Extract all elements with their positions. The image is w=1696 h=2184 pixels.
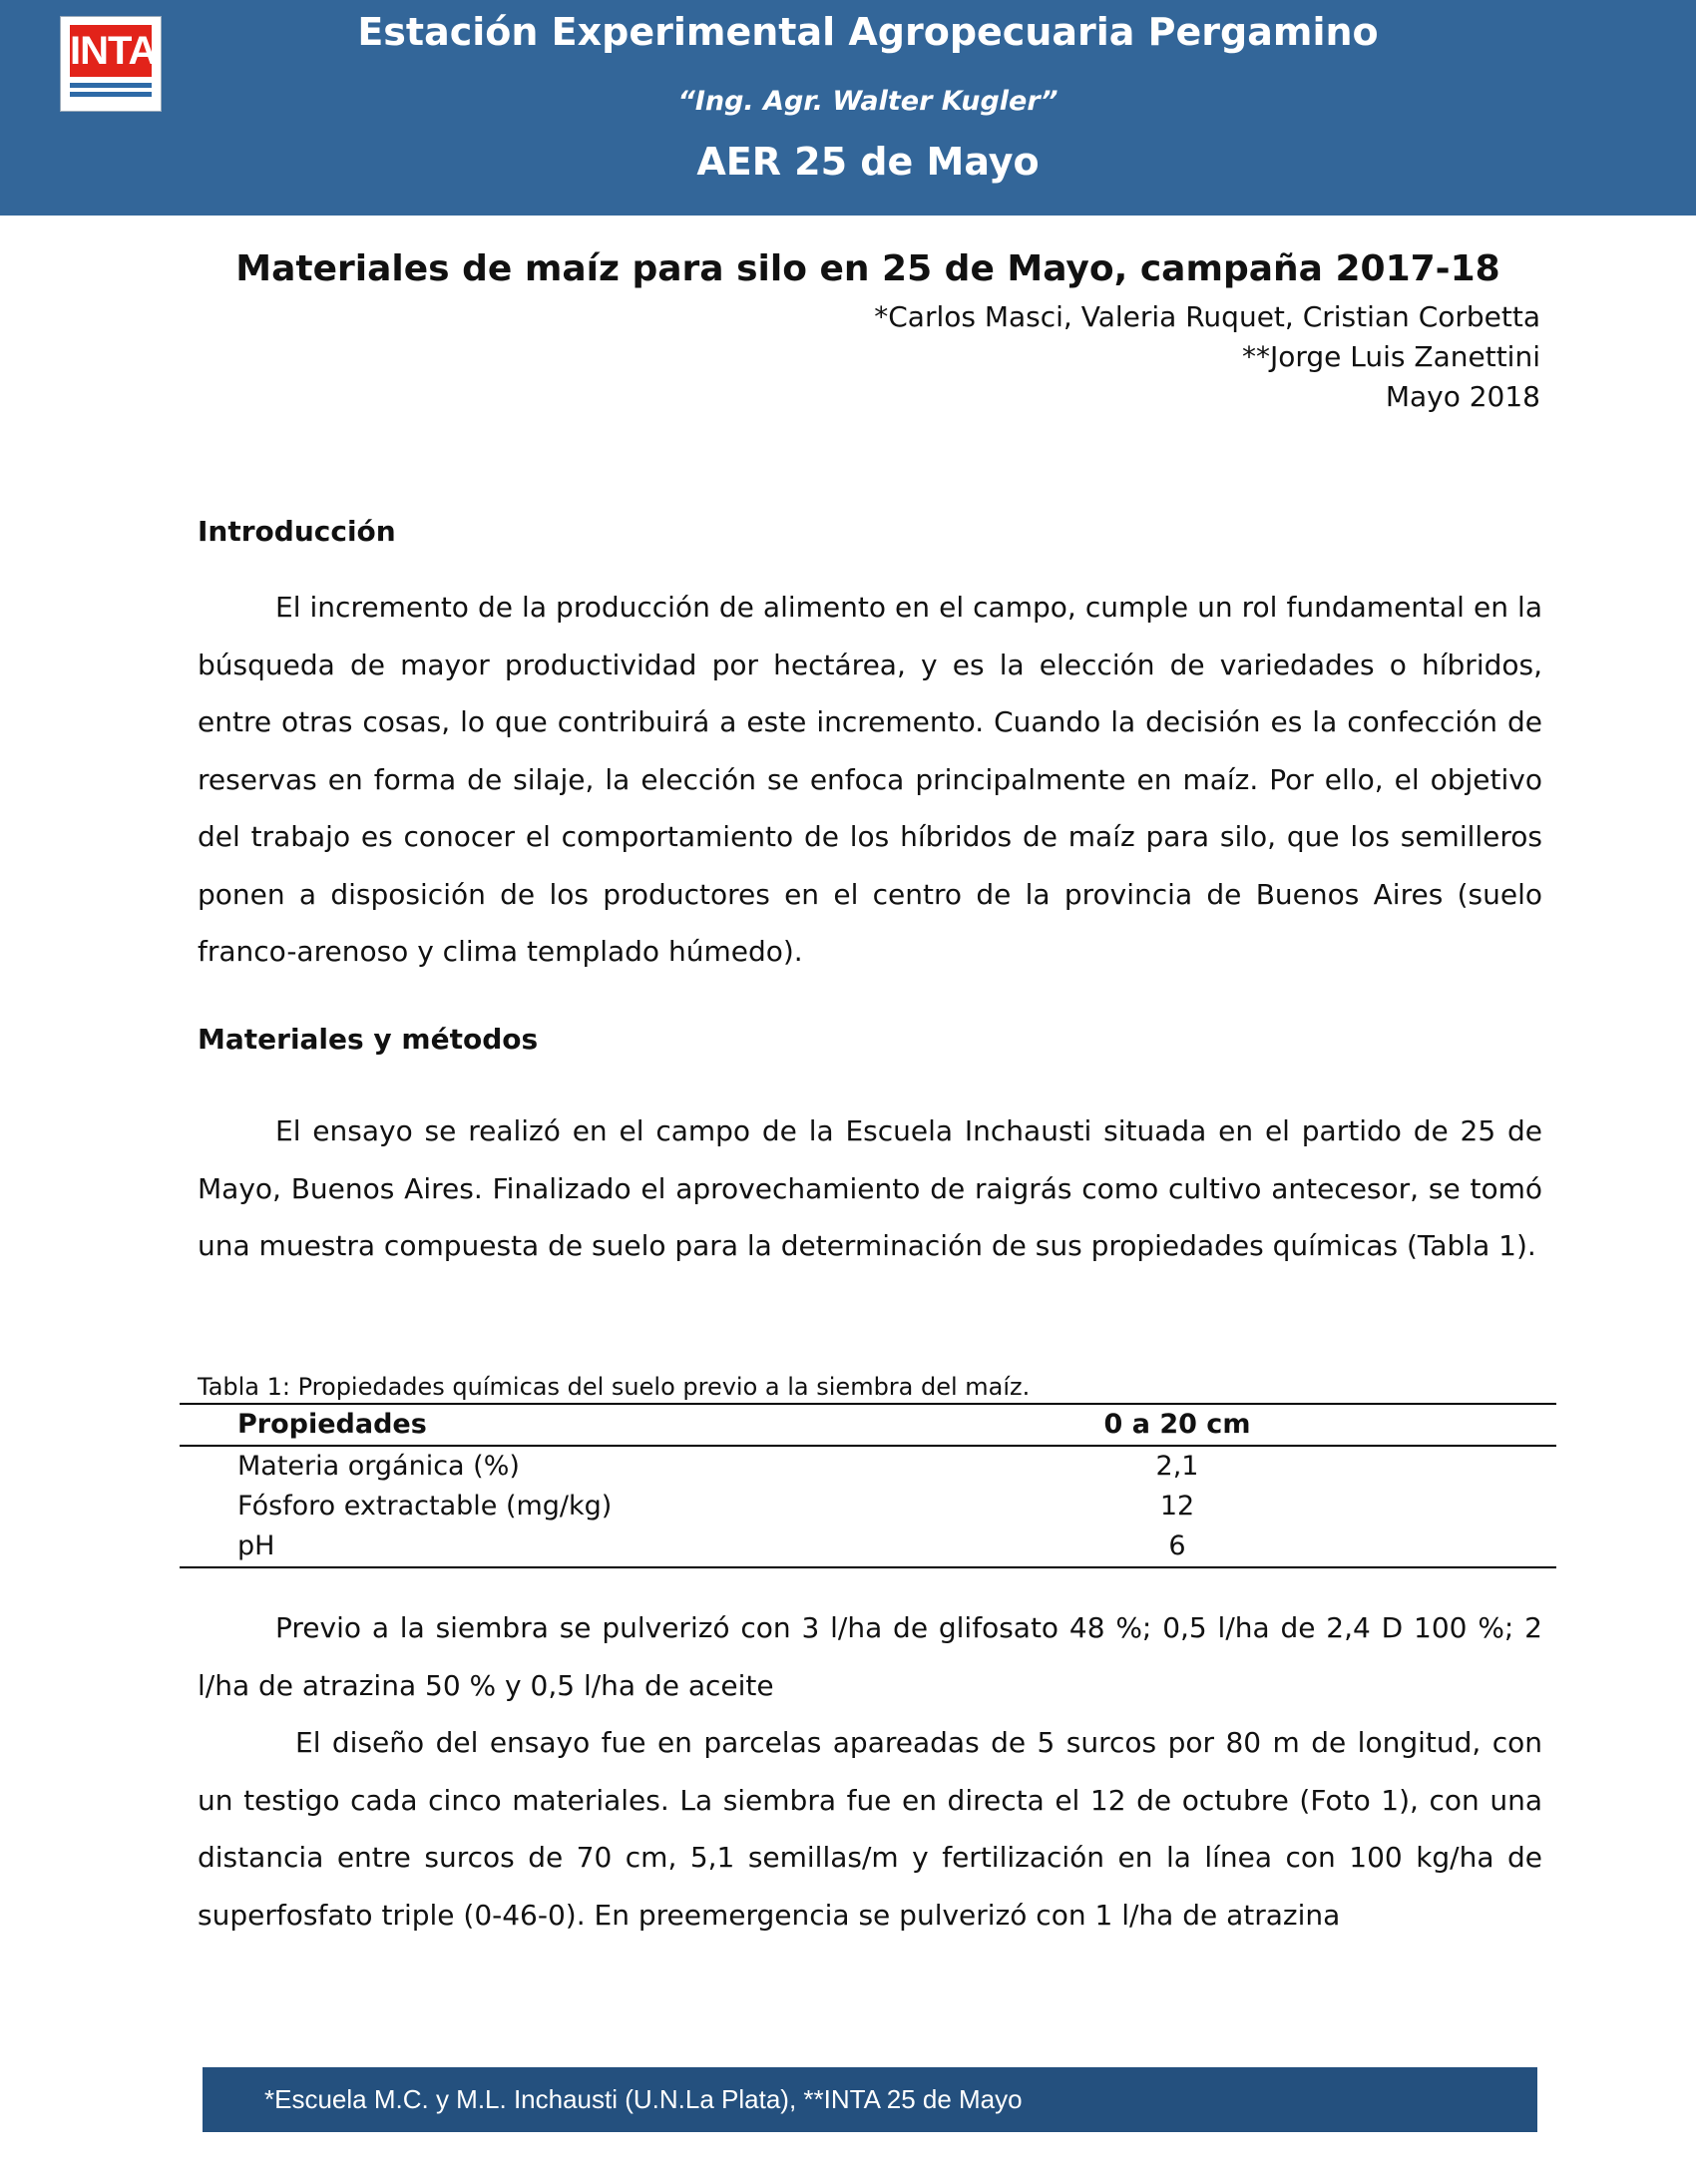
table-cell: 2,1 <box>1155 1451 1199 1482</box>
authors-block <box>874 297 1540 417</box>
table-cell: Materia orgánica (%) <box>237 1451 520 1482</box>
soil-properties-table <box>180 1403 1556 1568</box>
intro-paragraph <box>198 579 1542 981</box>
unit-name: AER 25 de Mayo <box>696 140 1040 184</box>
logo-wordmark: INTA <box>70 25 152 77</box>
footer-text: *Escuela M.C. y M.L. Inchausti (U.N.La Plata), **INTA 25 de Mayo <box>264 2084 1023 2114</box>
table-cell: Fósforo extractable (mg/kg) <box>237 1491 613 1522</box>
methods-paragraph-text: El diseño del ensayo fue en parcelas apareadas de 5 surcos por 80 m de longitud, con un testigo cada cinco materiales. La siembra fue en directa el 12 de octubre (Foto 1), con una distancia entre surcos de 70 cm, 5,1 semillas/m y fertilización en la línea con 100 kg/ha de superfosfato triple (0-46-0). En preemergencia se pulverizó con 1 l/ha de atrazina <box>198 1726 1542 1932</box>
table-row <box>180 1487 1556 1527</box>
table-cell: pH <box>237 1530 275 1561</box>
table-caption: Tabla 1: Propiedades químicas del suelo previo a la siembra del maíz. <box>198 1373 1031 1401</box>
table-row <box>180 1527 1556 1567</box>
methods-paragraph-2 <box>198 1599 1542 1714</box>
intro-paragraph-text: El incremento de la producción de alimento en el campo, cumple un rol fundamental en la búsqueda de mayor productividad por hectárea, y es la elección de variedades o híbridos, entre otras cosas, lo que contribuirá a este incremento. Cuando la decisión es la confección de reservas en forma de silaje, la elección se enfoca principalmente en maíz. Por ello, el objetivo del trabajo es conocer el comportamiento de los híbridos de maíz para silo, que los semilleros ponen a disposición de los productores en el centro de la provincia de Buenos Aires (suelo franco-arenoso y clima templado húmedo). <box>198 591 1542 968</box>
page-header <box>0 0 1696 216</box>
institution-subtitle: “Ing. Agr. Walter Kugler” <box>677 86 1059 117</box>
section-title-materiales: Materiales y métodos <box>198 1023 539 1056</box>
methods-paragraph-text: Previo a la siembra se pulverizó con 3 l/ha de glifosato 48 %; 0,5 l/ha de 2,4 D 100 %; 2 l/ha de atrazina 50 % y 0,5 l/ha de aceite <box>198 1611 1542 1702</box>
document-date: Mayo 2018 <box>1385 380 1540 413</box>
section-title-introduccion: Introducción <box>198 515 396 548</box>
table-header-cell: 0 a 20 cm <box>1103 1409 1251 1440</box>
methods-paragraph-text: El ensayo se realizó en el campo de la Escuela Inchausti situada en el partido de 25 de Mayo, Buenos Aires. Finalizado el aprovechamiento de raigrás como cultivo antecesor, se tomó una muestra compuesta de suelo para la determinación de sus propiedades químicas (Tabla 1). <box>198 1114 1542 1262</box>
methods-paragraph-3 <box>198 1714 1542 1944</box>
institution-name: Estación Experimental Agropecuaria Pergamino <box>357 10 1379 54</box>
authors-line: *Carlos Masci, Valeria Ruquet, Cristian Corbetta <box>874 300 1540 333</box>
table-header-row <box>180 1404 1556 1446</box>
document-title: Materiales de maíz para silo en 25 de Mayo, campaña 2017-18 <box>235 248 1500 289</box>
page-footer <box>203 2067 1537 2132</box>
table-cell: 12 <box>1159 1491 1195 1522</box>
table-row <box>180 1446 1556 1487</box>
table-header-cell: Propiedades <box>237 1409 427 1440</box>
methods-paragraph-1 <box>198 1102 1542 1275</box>
authors-line: **Jorge Luis Zanettini <box>1241 340 1540 373</box>
table-cell: 6 <box>1168 1530 1186 1561</box>
